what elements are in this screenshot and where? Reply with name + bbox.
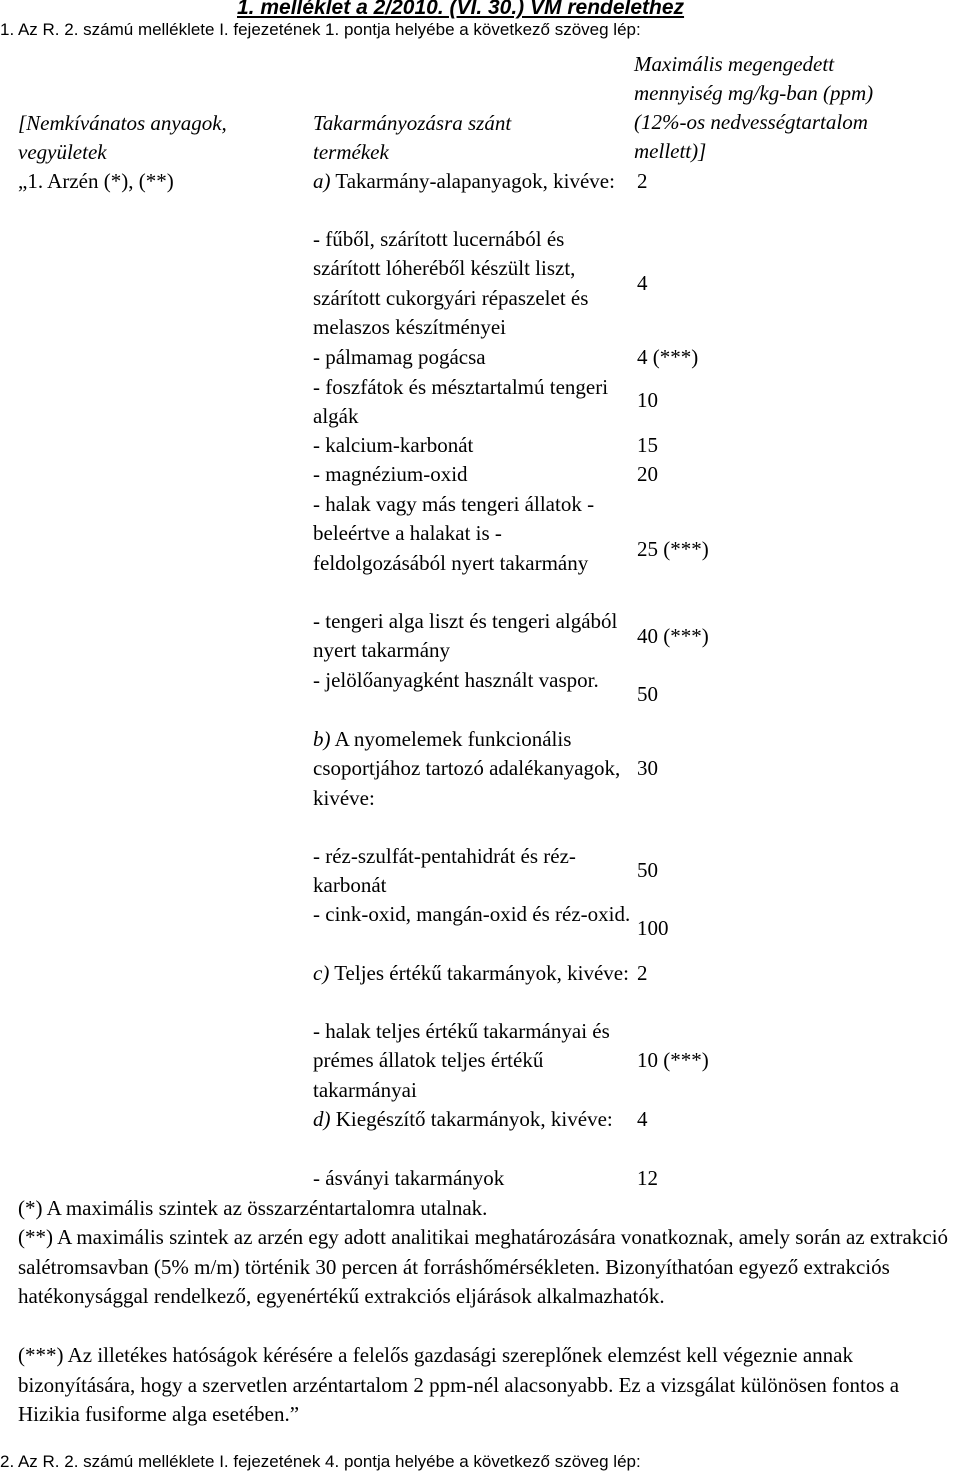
row-text: Takarmány-alapanyagok, kivéve: <box>330 169 615 193</box>
row-value-11: 100 <box>637 916 669 940</box>
row-value-12: 2 <box>637 961 648 985</box>
row-item-10 <box>313 842 633 901</box>
row-value-1: 4 <box>637 271 648 295</box>
row-value-14: 4 <box>637 1107 648 1131</box>
row-text: - ásványi takarmányok <box>313 1166 505 1190</box>
row-item-4 <box>313 431 633 460</box>
next-section-line: 2. Az R. 2. számú melléklete I. fejezetének 4. pontja helyébe a következő szöveg lép: <box>0 1452 641 1471</box>
intro-line: 1. Az R. 2. számú melléklete I. fejezetének 1. pontja helyébe a következő szöveg lép: <box>0 20 641 39</box>
row-value-13: 10 (***) <box>637 1048 709 1072</box>
header-col3-line2: mennyiség mg/kg-ban (ppm) <box>634 81 874 105</box>
row-item-7 <box>313 607 633 666</box>
substance-arsenic: „1. Arzén (*), (**) <box>18 169 174 193</box>
row-prefix: b) <box>313 727 331 751</box>
row-text: - magnézium-oxid <box>313 462 468 486</box>
row-text: - tengeri alga liszt és tengeri algából nyert takarmány <box>313 609 618 663</box>
row-text: A nyomelemek funkcionális csoportjához tartozó adalékanyagok, kivéve: <box>313 727 621 810</box>
row-prefix: c) <box>313 961 330 985</box>
header-col2-line1: Takarmányozásra szánt <box>313 111 512 135</box>
row-value-8: 50 <box>637 682 658 706</box>
row-item-0 <box>313 167 633 196</box>
row-value-10: 50 <box>637 858 658 882</box>
header-col3-line3: (12%-os nedvességtartalom <box>634 110 868 134</box>
document-title: 1. melléklet a 2/2010. (VI. 30.) VM rendelethez <box>237 0 685 19</box>
row-value-9: 30 <box>637 756 658 780</box>
row-item-11 <box>313 900 633 929</box>
row-text: - halak teljes értékű takarmányai és prémes állatok teljes értékű takarmányai <box>313 1019 610 1102</box>
row-prefix: d) <box>313 1107 331 1131</box>
footnote-2: (**) A maximális szintek az arzén egy adott analitikai meghatározására vonatkoznak, amely során az extrakció salétromsavban (5% m/m) történik 30 percen át forráshőmérsékleten. Bizonyíthatóan egyező extrakciós hatékonysággal rendelkező, egyenértékű extrakciós eljárások alkalmazhatók. <box>18 1225 949 1308</box>
row-text: Kiegészítő takarmányok, kivéve: <box>330 1107 613 1131</box>
row-item-15 <box>313 1164 633 1193</box>
row-item-8 <box>313 666 633 695</box>
header-col2-line2: termékek <box>313 140 389 164</box>
row-value-3: 10 <box>637 388 658 412</box>
row-text: - halak vagy más tengeri állatok - beleértve a halakat is - feldolgozásából nyert takarmány <box>313 492 595 575</box>
header-col1-line1: [Nemkívánatos anyagok, <box>18 111 227 135</box>
row-text: - cink-oxid, mangán-oxid és réz-oxid. <box>313 902 631 926</box>
row-text: - réz-szulfát-pentahidrát és réz-karbonát <box>313 844 576 898</box>
row-text: - pálmamag pogácsa <box>313 345 486 369</box>
footnote-1: (*) A maximális szintek az összarzéntartalomra utalnak. <box>18 1196 488 1220</box>
row-value-0: 2 <box>637 169 648 193</box>
row-value-4: 15 <box>637 433 658 457</box>
row-item-6 <box>313 490 633 578</box>
header-col3-line4: mellett)] <box>634 139 707 163</box>
row-item-13 <box>313 1017 633 1105</box>
row-prefix: a) <box>313 169 331 193</box>
row-value-5: 20 <box>637 462 658 486</box>
footnote-3: (***) Az illetékes hatóságok kérésére a felelős gazdasági szereplőnek elemzést kell végeznie annak bizonyítására, hogy a szervetlen arzéntartalom 2 ppm-nél alacsonyabb. Ez a vizsgálat különösen fontos a Hizikia fusiforme alga esetében.” <box>18 1343 900 1426</box>
header-col1-line2: vegyületek <box>18 140 107 164</box>
row-value-2: 4 (***) <box>637 345 699 369</box>
row-item-9 <box>313 725 633 813</box>
row-value-7: 40 (***) <box>637 624 709 648</box>
row-value-6: 25 (***) <box>637 537 709 561</box>
row-item-5 <box>313 460 633 489</box>
row-item-2 <box>313 343 633 372</box>
row-item-3 <box>313 373 633 432</box>
row-text: - kalcium-karbonát <box>313 433 474 457</box>
row-text: - foszfátok és mésztartalmú tengeri algák <box>313 375 609 429</box>
row-item-14 <box>313 1105 633 1134</box>
row-item-12 <box>313 959 633 988</box>
row-item-1 <box>313 225 633 343</box>
header-col3-line1: Maximális megengedett <box>634 52 835 76</box>
row-text: Teljes értékű takarmányok, kivéve: <box>329 961 629 985</box>
row-text: - jelölőanyagként használt vaspor. <box>313 668 599 692</box>
row-value-15: 12 <box>637 1166 658 1190</box>
row-text: - fűből, szárított lucernából és szárított lóheréből készült liszt, szárított cukorgyári répaszelet és melaszos készítményei <box>313 227 589 340</box>
